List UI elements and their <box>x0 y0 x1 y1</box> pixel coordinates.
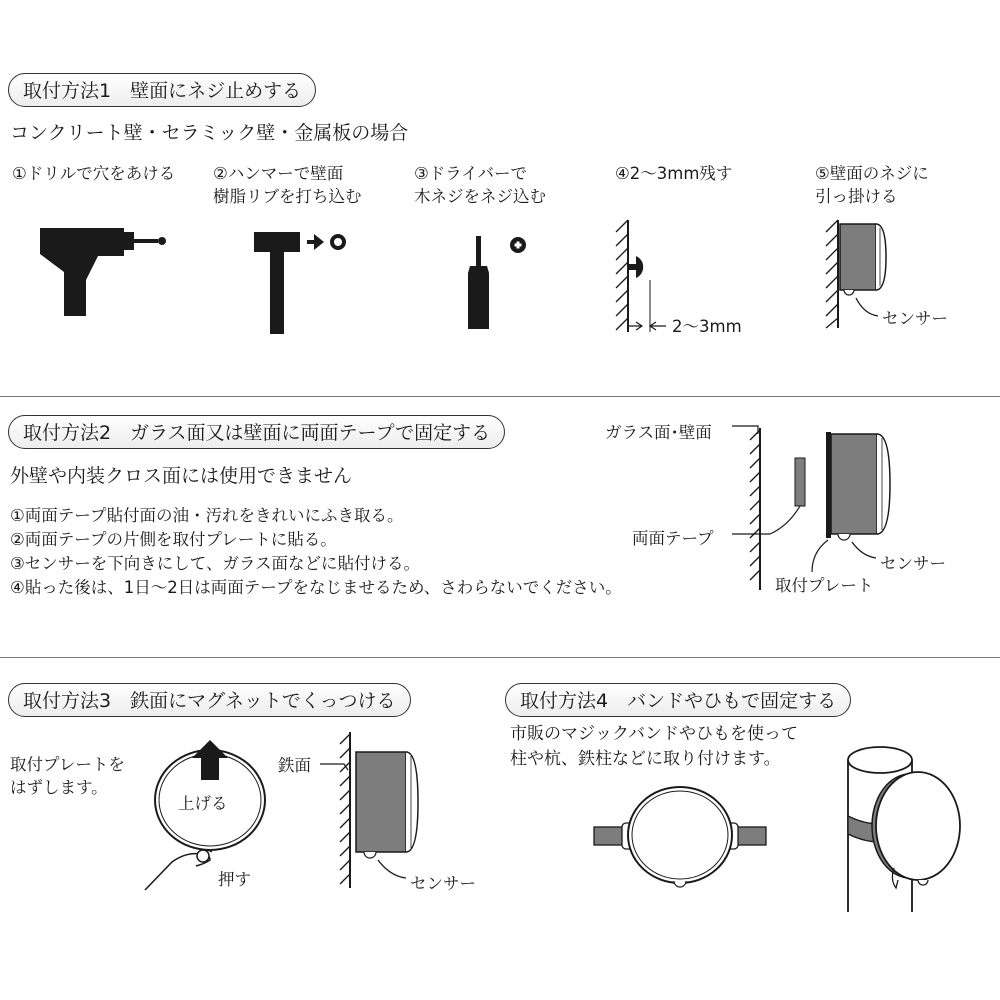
band-front-diagram <box>590 775 770 905</box>
method3-instruction: 取付プレートを はずします。 <box>10 755 125 797</box>
method2-subtitle: 外壁や内装クロス面には使用できません <box>10 465 353 487</box>
method1-subtitle: コンクリート壁・セラミック壁・金属板の場合 <box>10 122 409 144</box>
method4-title: 取付方法4 バンドやひもで固定する <box>505 683 851 717</box>
method2-instructions: ①両面テープ貼付面の油・汚れをきれいにふき取る。 ②両面テープの片側を取付プレートに貼る。 ③センサーを下向きにして、ガラス面などに貼付ける。 ④貼った後は、1日～2日は両面テープをなじませるため、さわらないでください。 <box>10 506 622 597</box>
method2-sensor-label: センサー <box>880 554 946 573</box>
tape-mount-diagram <box>600 400 1000 600</box>
step5-label: ⑤壁面のネジに 引っ掛ける <box>815 164 929 206</box>
divider-2 <box>0 657 1000 658</box>
step3-label: ③ドライバーで 木ネジをネジ込む <box>414 164 546 206</box>
divider-1 <box>0 396 1000 397</box>
lift-label: 上げる <box>178 794 228 813</box>
tape-label: 両面テープ <box>632 529 714 548</box>
plate-label: 取付プレート <box>775 576 874 595</box>
push-label: 押す <box>218 870 251 889</box>
method2-title: 取付方法2 ガラス面又は壁面に両面テープで固定する <box>8 415 505 449</box>
method4-text: 市販のマジックバンドやひもを使って 柱や杭、鉄柱などに取り付けます。 <box>510 724 798 769</box>
hammer-icon <box>250 230 350 336</box>
drill-icon <box>38 222 173 322</box>
step5-sensor-label: センサー <box>882 309 948 328</box>
band-pole-diagram <box>838 740 968 915</box>
plate-removal-diagram <box>140 742 280 902</box>
glass-surface-label: ガラス面･壁面 <box>605 423 712 442</box>
screwdriver-icon <box>465 233 535 333</box>
step2-label: ②ハンマーで壁面 樹脂リブを打ち込む <box>213 164 362 206</box>
step4-label: ④2～3mm残す <box>615 164 733 183</box>
iron-surface-label: 鉄面 <box>278 756 311 775</box>
step1-label: ①ドリルで穴をあける <box>12 164 176 183</box>
method3-sensor-label: センサー <box>410 874 476 893</box>
method3-title: 取付方法3 鉄面にマグネットでくっつける <box>8 683 411 717</box>
gap-label: 2～3mm <box>672 317 742 336</box>
method1-title: 取付方法1 壁面にネジ止めする <box>8 73 316 107</box>
